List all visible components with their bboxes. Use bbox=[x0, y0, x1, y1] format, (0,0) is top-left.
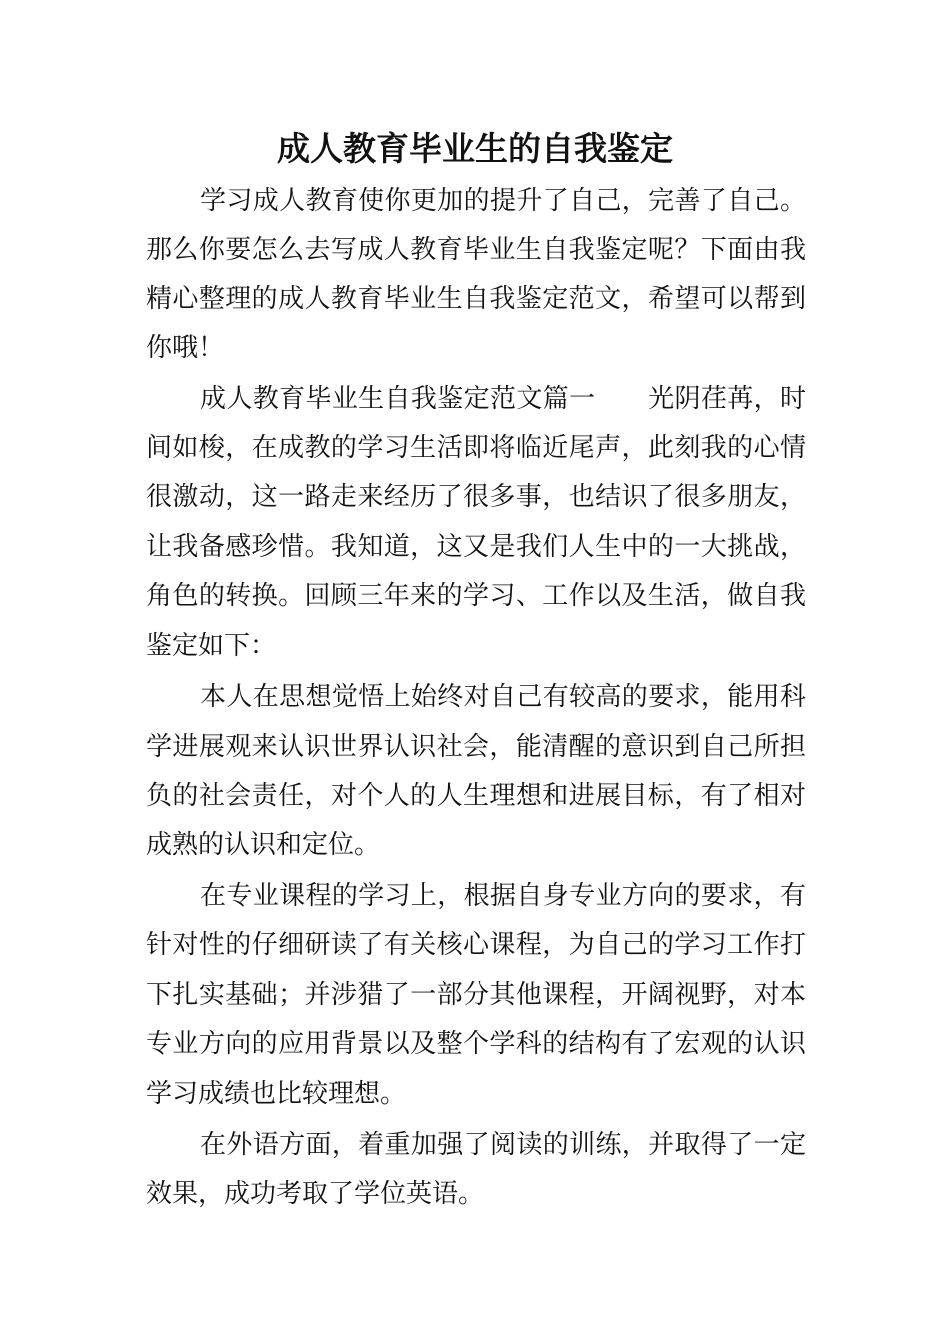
body-line: 你哦！ bbox=[146, 333, 225, 363]
body-line: 那么你要怎么去写成人教育毕业生自我鉴定呢？下面由我 bbox=[146, 235, 806, 265]
body-line: 间如梭，在成教的学习生活即将临近尾声，此刻我的心情 bbox=[146, 433, 806, 463]
body-line: 角色的转换。回顾三年来的学习、工作以及生活，做自我 bbox=[146, 581, 806, 611]
body-line: 很激动，这一路走来经历了很多事，也结识了很多朋友， bbox=[146, 482, 806, 512]
body-line: 本人在思想觉悟上始终对自己有较高的要求，能用科 bbox=[200, 682, 806, 712]
body-line: 针对性的仔细研读了有关核心课程，为自己的学习工作打 bbox=[146, 930, 806, 960]
body-line: 专业方向的应用背景以及整个学科的结构有了宏观的认识 bbox=[146, 1029, 806, 1059]
body-line: 效果，成功考取了学位英语。 bbox=[146, 1179, 485, 1209]
body-line: 学习成绩也比较理想。 bbox=[146, 1079, 407, 1109]
body-line: 让我备感珍惜。我知道，这又是我们人生中的一大挑战， bbox=[146, 532, 806, 562]
body-line: 下扎实基础；并涉猎了一部分其他课程，开阔视野，对本 bbox=[146, 980, 806, 1010]
body-line: 鉴定如下： bbox=[146, 631, 277, 661]
body-line: 负的社会责任，对个人的人生理想和进展目标，有了相对 bbox=[146, 781, 806, 811]
body-line: 在外语方面，着重加强了阅读的训练，并取得了一定 bbox=[200, 1130, 806, 1160]
body-line: 成人教育毕业生自我鉴定范文篇一 光阴荏苒，时 bbox=[200, 384, 806, 414]
body-line: 在专业课程的学习上，根据自身专业方向的要求，有 bbox=[200, 881, 806, 911]
body-line: 成熟的认识和定位。 bbox=[146, 830, 381, 860]
body-line: 学进展观来认识世界认识社会，能清醒的意识到自己所担 bbox=[146, 732, 806, 762]
document-title: 成人教育毕业生的自我鉴定 bbox=[277, 129, 673, 168]
body-line: 精心整理的成人教育毕业生自我鉴定范文，希望可以帮到 bbox=[146, 284, 806, 314]
body-line: 学习成人教育使你更加的提升了自己，完善了自己。 bbox=[200, 186, 806, 216]
